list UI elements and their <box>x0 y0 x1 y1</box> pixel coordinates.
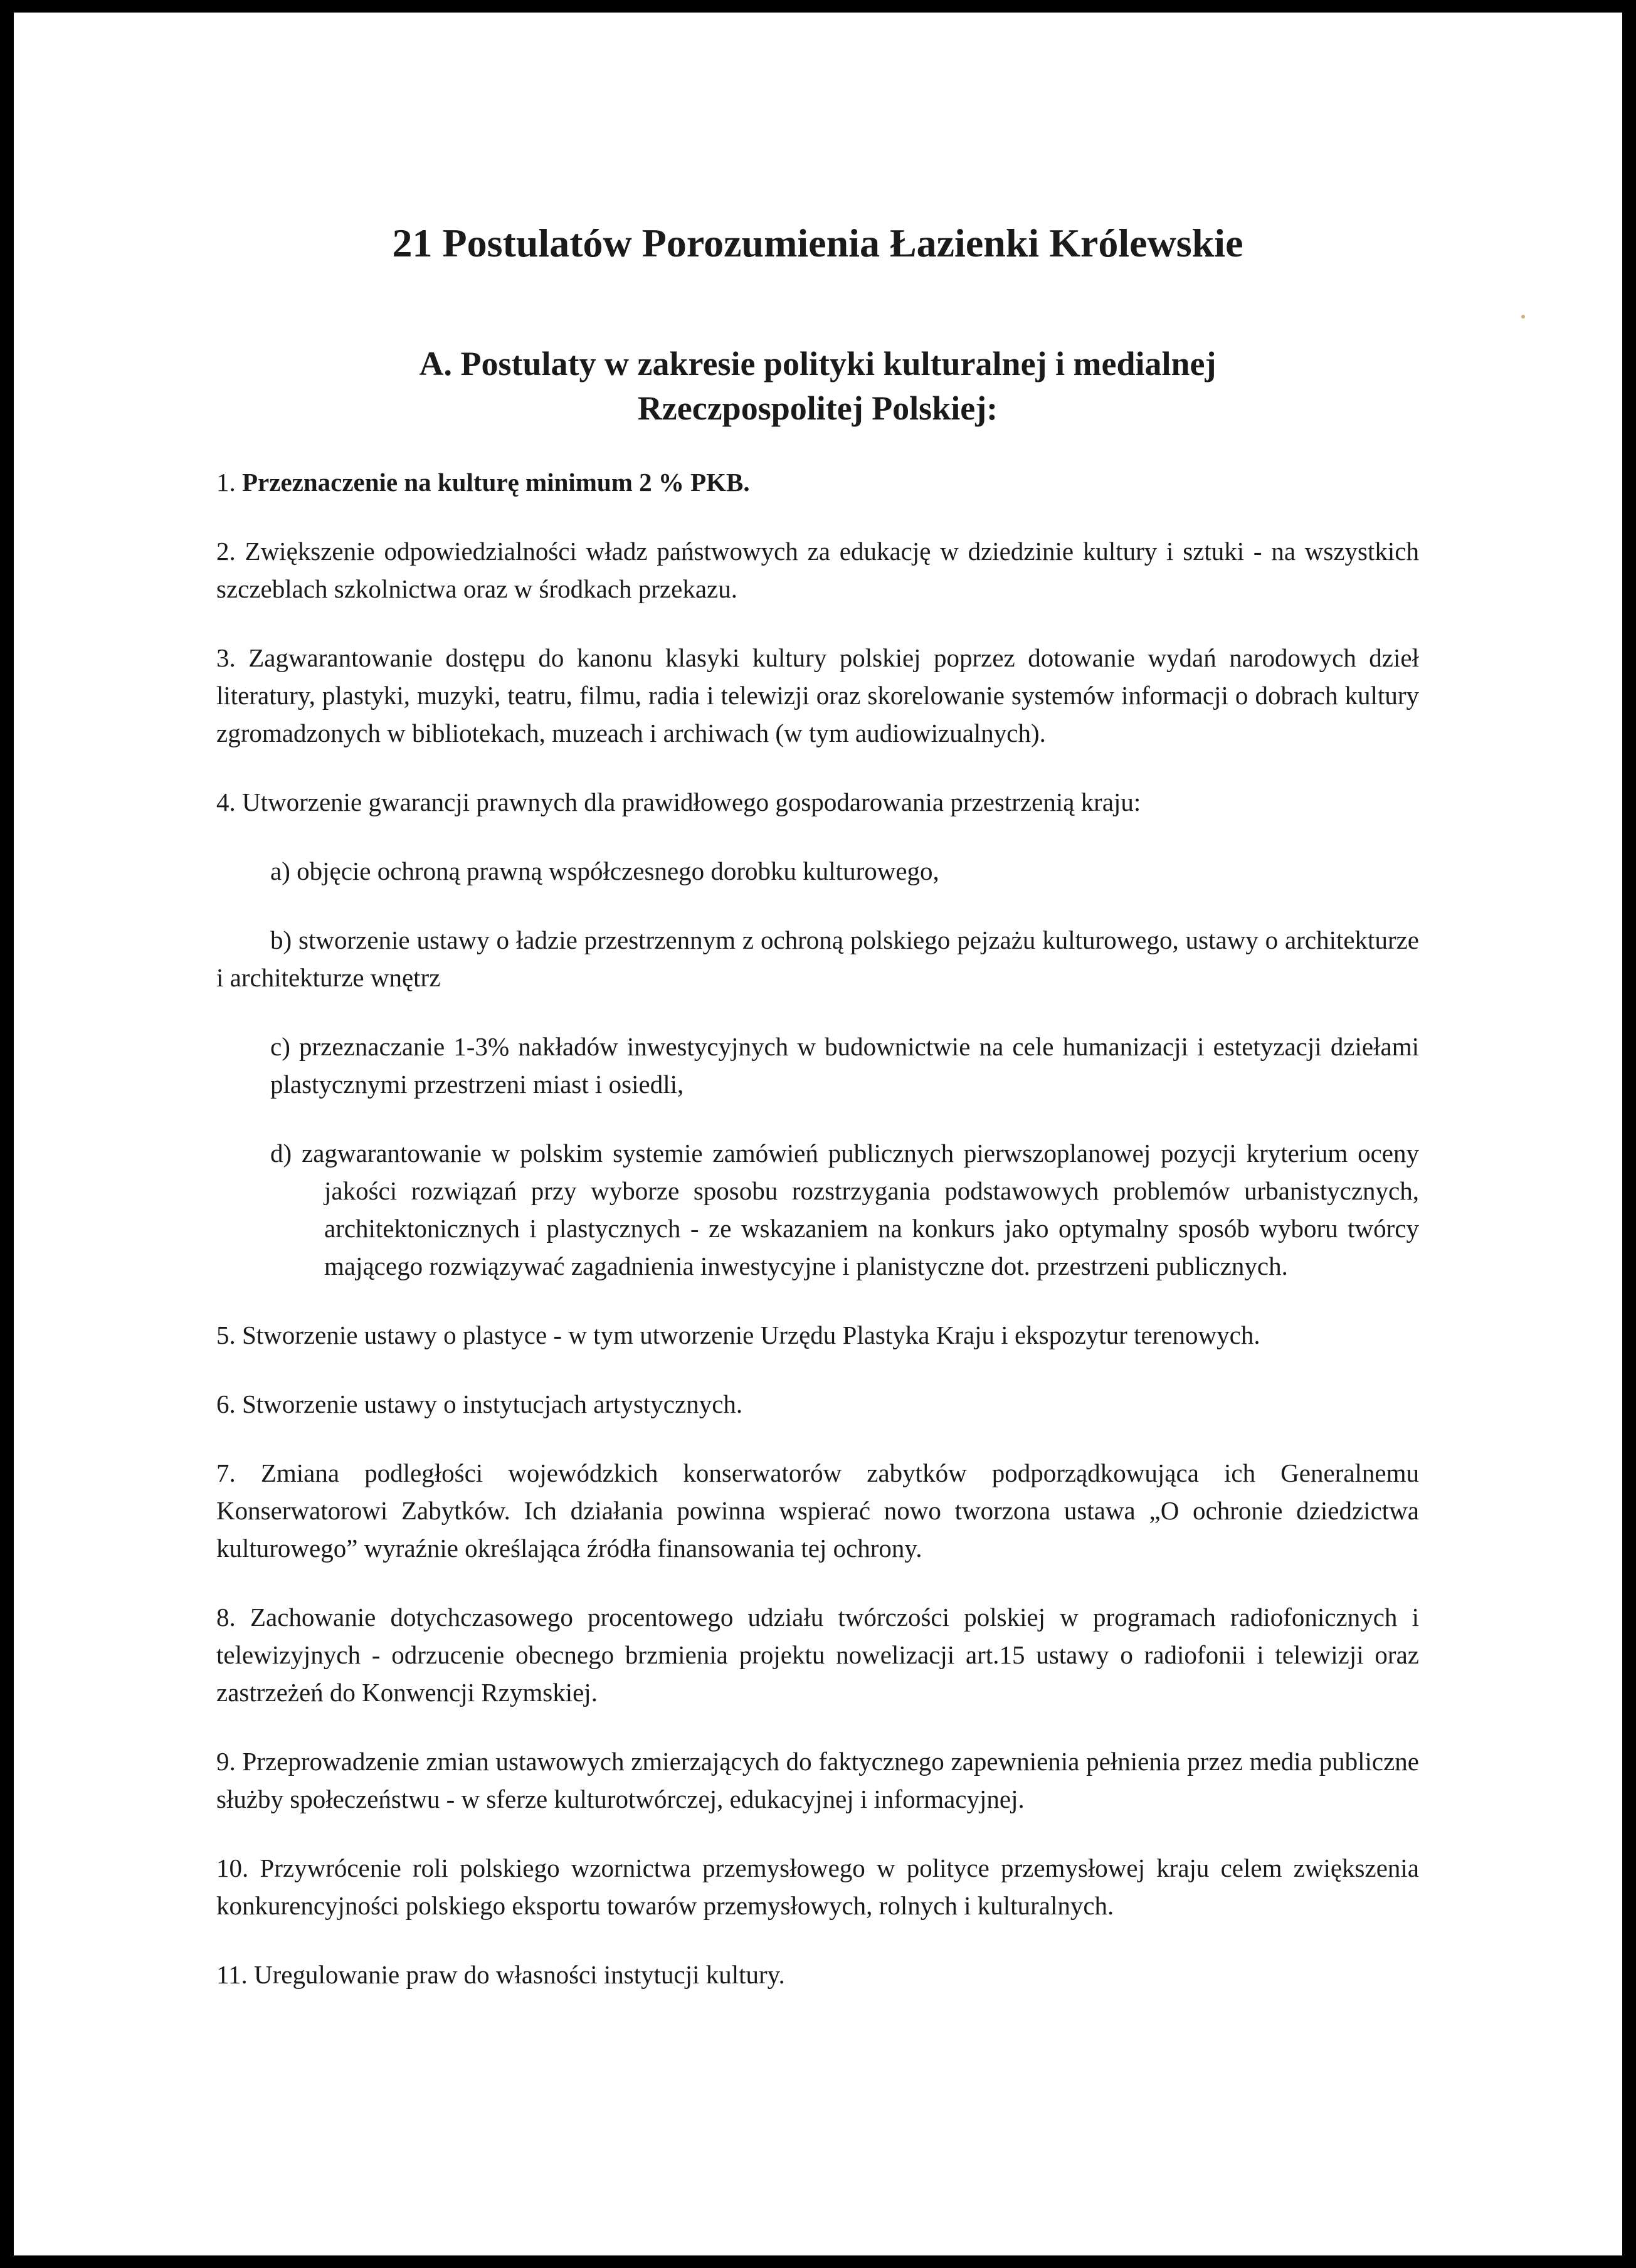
postulate-6: 6. Stworzenie ustawy o instytucjach artystycznych. <box>216 1390 743 1419</box>
section-heading <box>216 342 1419 431</box>
postulates-list <box>216 463 1419 1993</box>
postulate-4: 4. Utworzenie gwarancji prawnych dla prawidłowego gospodarowania przestrzenią kraju: <box>216 788 1141 817</box>
section-heading-line1: A. Postulaty w zakresie polityki kulturalnej i medialnej <box>419 344 1216 382</box>
document-page <box>14 13 1622 2255</box>
postulate-2: 2. Zwiększenie odpowiedzialności władz państwowych za edukację w dziedzinie kultury i sztuki - na wszystkich szczeblach szkolnictwa oraz w środkach przekazu. <box>216 537 1419 604</box>
postulate-10: 10. Przywrócenie roli polskiego wzornictwa przemysłowego w polityce przemysłowej kraju celem zwiększenia konkurencyjności polskiego eksportu towarów przemysłowych, rolnych i kulturalnych. <box>216 1854 1419 1921</box>
postulate-3: 3. Zagwarantowanie dostępu do kanonu klasyki kultury polskiej poprzez dotowanie wydań narodowych dzieł literatury, plastyki, muzyki, teatru, filmu, radia i telewizji oraz skorelowanie systemów informacji o dobrach kultury zgromadzonych w bibliotekach, muzeach i archiwach (w tym audiowizualnych). <box>216 643 1419 748</box>
section-heading-line2: Rzeczpospolitej Polskiej: <box>637 389 998 428</box>
document-title: 21 Postulatów Porozumienia Łazienki Królewskie <box>392 221 1243 265</box>
postulate-4-a: a) objęcie ochroną prawną współczesnego dorobku kulturowego, <box>270 857 939 886</box>
postulate-5: 5. Stworzenie ustawy o plastyce - w tym utworzenie Urzędu Plastyka Kraju i ekspozytur terenowych. <box>216 1321 1260 1350</box>
postulate-4-b: b) stworzenie ustawy o ładzie przestrzennym z ochroną polskiego pejzażu kulturowego, ustawy o architekturze i architekturze wnętrz <box>216 926 1419 993</box>
postulate-7: 7. Zmiana podległości wojewódzkich konserwatorów zabytków podporządkowująca ich Generalnemu Konserwatorowi Zabytków. Ich działania powinna wspierać nowo tworzona ustawa „O ochronie dziedzictwa kulturowego” wyraźnie określająca źródła finansowania tej ochrony. <box>216 1458 1419 1563</box>
document-body <box>216 201 1419 2025</box>
postulate-11: 11. Uregulowanie praw do własności instytucji kultury. <box>216 1960 785 1990</box>
postulate-8: 8. Zachowanie dotychczasowego procentowego udziału twórczości polskiej w programach radiofonicznych i telewizyjnych - odrzucenie obecnego brzmienia projektu nowelizacji art.15 ustawy o radiofonii i telewizji oraz zastrzeżeń do Konwencji Rzymskiej. <box>216 1603 1419 1707</box>
postulate-4-c: c) przeznaczanie 1-3% nakładów inwestycyjnych w budownictwie na cele humanizacji i estetyzacji dziełami plastycznymi przestrzeni miast i osiedli, <box>270 1032 1419 1099</box>
postulate-1-number: 1. <box>216 468 236 497</box>
postulate-9: 9. Przeprowadzenie zmian ustawowych zmierzających do faktycznego zapewnienia pełnienia przez media publiczne służby społeczeństwu - w sferze kulturotwórczej, edukacyjnej i informacyjnej. <box>216 1747 1419 1814</box>
postulate-1 <box>216 463 1419 501</box>
postulate-1-text: Przeznaczenie na kulturę minimum 2 % PKB. <box>242 468 750 497</box>
scan-speck <box>1521 315 1525 319</box>
postulate-4-d: d) zagwarantowanie w polskim systemie zamówień publicznych pierwszoplanowej pozycji kryterium oceny jakości rozwiązań przy wyborze sposobu rozstrzygania podstawowych problemów urbanistycznych, architektonicznych i plastycznych - ze wskazaniem na konkurs jako optymalny sposób wyboru twórcy mającego rozwiązywać zagadnienia inwestycyjne i planistyczne dot. przestrzeni publicznych. <box>270 1139 1419 1281</box>
